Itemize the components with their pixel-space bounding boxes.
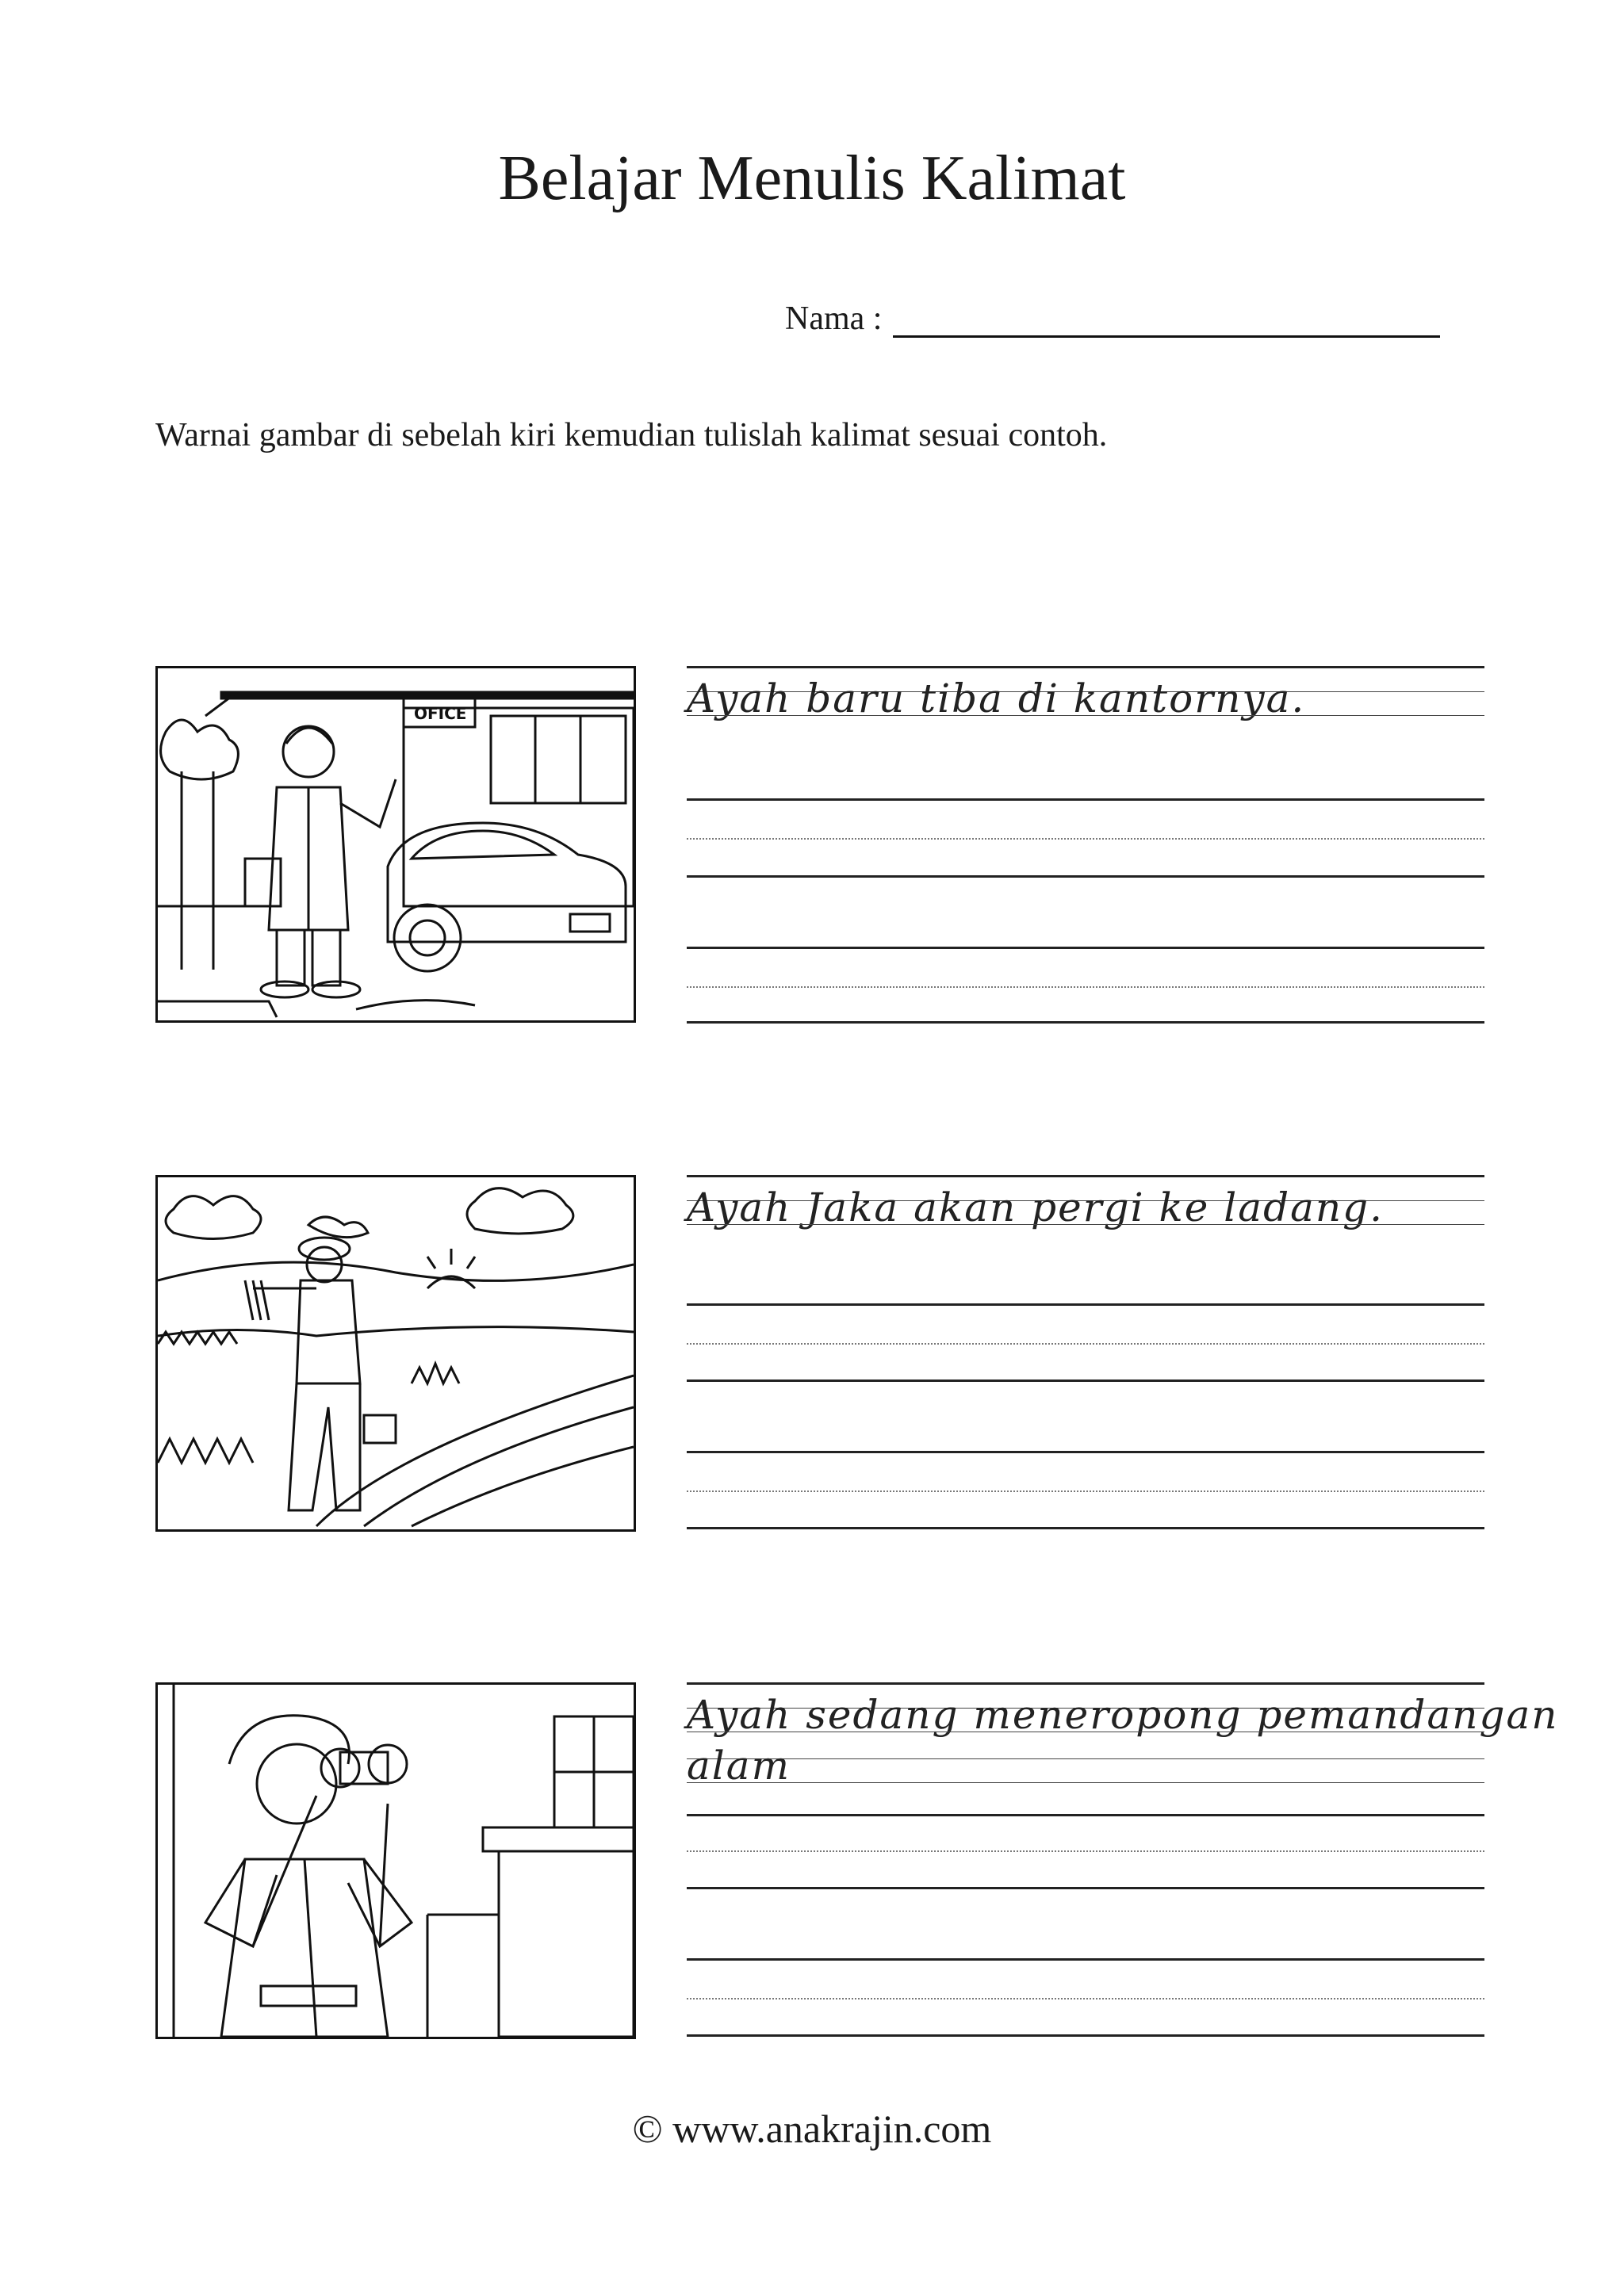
writing-line [687,798,1484,801]
office-sign: OFICE [414,704,467,723]
writing-line [687,1998,1484,1999]
writing-line [687,1451,1484,1453]
name-label: Nama : [785,300,883,337]
exercise-1 [155,666,1484,1024]
father-with-binoculars-picture [155,1682,636,2039]
writing-line [687,947,1484,949]
exercise-3 [155,1682,1559,2041]
page-title: Belajar Menulis Kalimat [498,144,1126,213]
writing-line [687,1958,1484,1961]
writing-lines-2[interactable] [687,1175,1484,1533]
writing-lines-3[interactable] [687,1682,1559,2041]
writing-line [687,1782,1484,1783]
writing-line [687,1850,1484,1852]
writing-line [687,1380,1484,1382]
writing-line [687,1490,1484,1492]
writing-line [687,715,1484,716]
writing-line [687,666,1484,668]
footer-copyright: © www.anakrajin.com [632,2107,992,2151]
example-sentence: Ayah sedang meneropong pemandangan [687,1692,1559,1738]
writing-lines-1[interactable] [687,666,1484,1024]
writing-line [687,1758,1484,1759]
writing-line [687,1887,1484,1889]
writing-line [687,1303,1484,1306]
writing-line [687,838,1484,840]
name-write-line[interactable] [893,307,1440,338]
writing-line [687,1175,1484,1177]
father-walking-to-field-picture [155,1175,636,1532]
writing-line [687,1527,1484,1529]
writing-line [687,1021,1484,1024]
example-sentence: Ayah Jaka akan pergi ke ladang. [687,1184,1384,1230]
father-arriving-at-office-picture [155,666,636,1023]
writing-line [687,986,1484,988]
name-field [785,300,1440,338]
writing-line [687,1224,1484,1225]
exercise-2 [155,1175,1484,1533]
example-sentence: Ayah baru tiba di kantornya. [687,675,1306,721]
writing-line [687,1682,1484,1685]
writing-line [687,875,1484,878]
writing-line [687,2034,1484,2037]
example-sentence-continued: alam [687,1743,791,1789]
writing-line [687,1343,1484,1345]
instruction-text: Warnai gambar di sebelah kiri kemudian tulislah kalimat sesuai contoh. [155,417,1108,453]
writing-line [687,1814,1484,1816]
